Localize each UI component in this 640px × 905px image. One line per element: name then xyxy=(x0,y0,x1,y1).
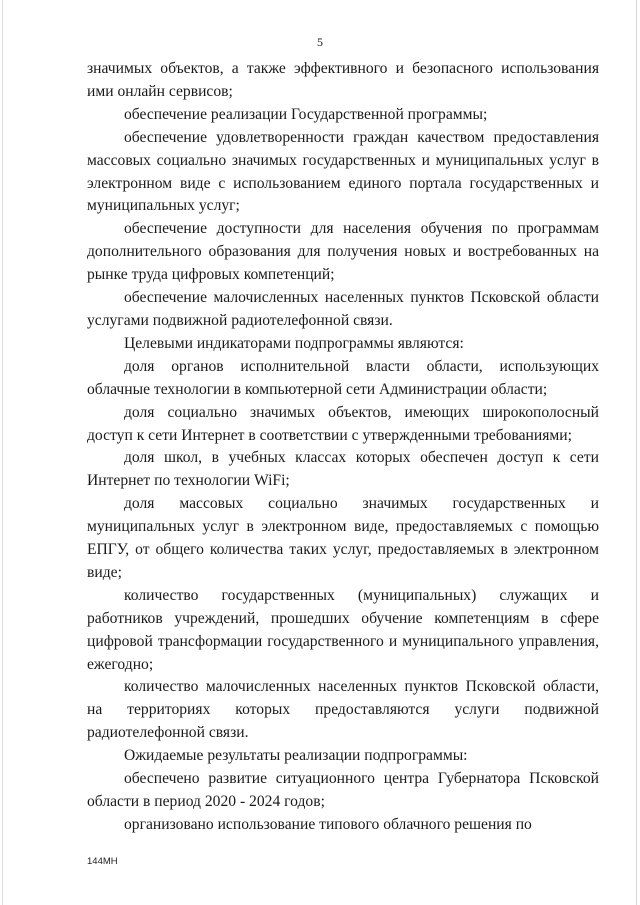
paragraph: обеспечено развитие ситуационного центра Губернатора Псковской области в период 2020 - 2024 годов; xyxy=(87,770,599,810)
paragraph: обеспечение доступности для населения обучения по программам дополнительного образования для получения новых и востребованных на рынке труда цифровых компетенций; xyxy=(87,220,599,284)
scan-edge-right xyxy=(636,0,637,905)
paragraph: доля школ, в учебных классах которых обеспечен доступ к сети Интернет по технологии WiFi; xyxy=(87,449,599,490)
paragraph: обеспечение реализации Государственной программы; xyxy=(124,105,488,123)
section-heading: Ожидаемые результаты реализации подпрограммы: xyxy=(124,747,468,765)
paragraph: доля органов исполнительной власти области, использующих облачные технологии в компьютерной сети Администрации области; xyxy=(87,357,599,398)
paragraph: количество государственных (муниципальных) служащих и работников учреждений, прошедших обучение компетенциям в сфере цифровой трансформации государственного и муниципального управления, ежегодно; xyxy=(87,586,599,673)
paragraph: количество малочисленных населенных пунктов Псковской области, на территориях которых предоставляются услуги подвижной радиотелефонной связи. xyxy=(87,678,599,742)
paragraph: организовано использование типового облачного решения по xyxy=(124,815,532,833)
page-number: 5 xyxy=(317,35,323,49)
paragraph: доля социально значимых объектов, имеющих широкополосный доступ к сети Интернет в соответствии с утвержденными требованиями; xyxy=(87,403,599,444)
footer-code: 144МН xyxy=(87,856,118,867)
document-body xyxy=(87,58,599,837)
paragraph: доля массовых социально значимых государственных и муниципальных услуг в электронном виде, предоставляемых с помощью ЕПГУ, от общего количества таких услуг, предоставляемых в электронном виде; xyxy=(87,495,599,581)
section-heading: Целевыми индикаторами подпрограммы являются: xyxy=(124,334,464,352)
scan-edge-left xyxy=(2,0,3,905)
paragraph: обеспечение удовлетворенности граждан качеством предоставления массовых социально значимых государственных и муниципальных услуг в электронном виде с использованием единого портала государственных и муниципальных услуг; xyxy=(87,128,599,215)
paragraph-continuation: значимых объектов, а также эффективного и безопасного использования ими онлайн сервисов; xyxy=(87,60,599,100)
paragraph: обеспечение малочисленных населенных пунктов Псковской области услугами подвижной радиотелефонной связи. xyxy=(87,289,599,329)
